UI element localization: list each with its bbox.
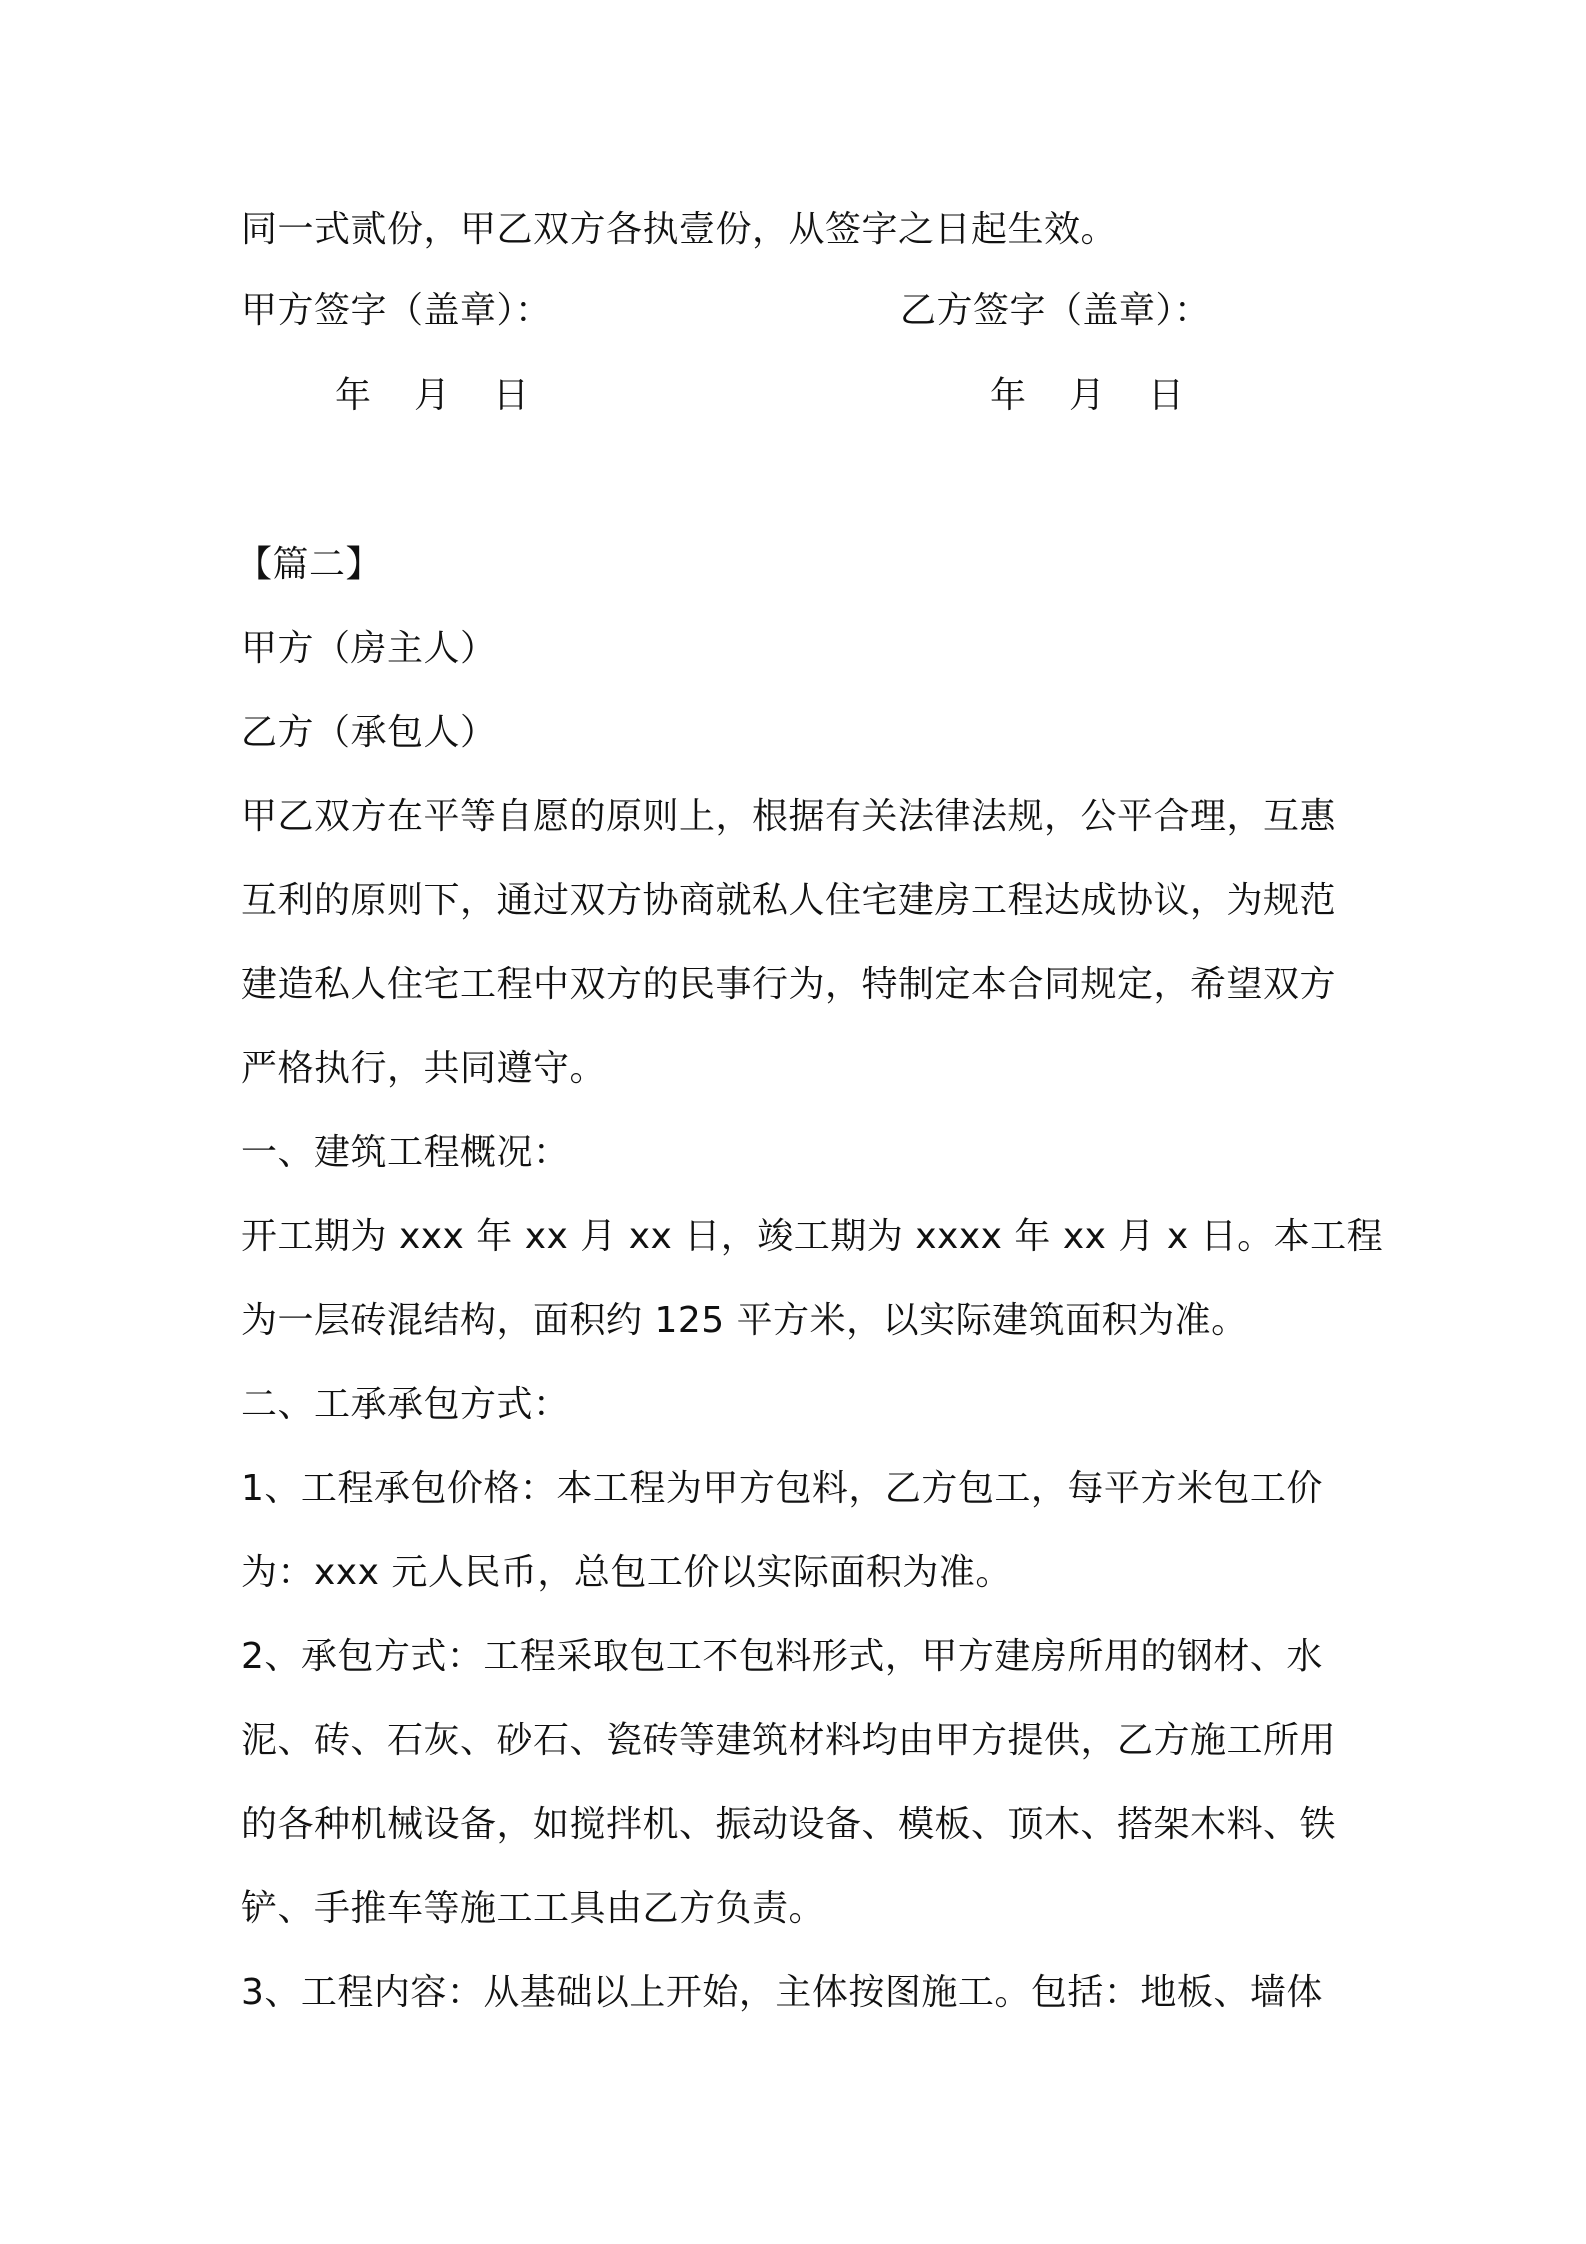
party-b-date-day: 日: [1148, 375, 1185, 416]
party-b-signature-label: 乙方签字（盖章）：: [900, 290, 1211, 331]
clause-line: 3、工程内容：从基础以上开始，主体按图施工。包括：地板、墙体: [241, 1972, 1323, 2013]
effective-clause: 同一式贰份，甲乙双方各执壹份，从签字之日起生效。: [241, 209, 1118, 250]
party-a-date-year: 年: [335, 375, 372, 416]
clause-line: 的各种机械设备，如搅拌机、振动设备、模板、顶木、搭架木料、铁: [241, 1804, 1337, 1845]
party-a-date-month: 月: [414, 375, 451, 416]
clause-line: 铲、手推车等施工工具由乙方负责。: [241, 1888, 826, 1929]
party-b-date-year: 年: [990, 375, 1027, 416]
section-title-contract-method: 二、工承承包方式：: [241, 1384, 570, 1425]
clause-line: 为：xxx 元人民币，总包工价以实际面积为准。: [241, 1552, 1012, 1593]
party-a-signature-label: 甲方签字（盖章）：: [241, 290, 552, 331]
body-paragraph-line: 为一层砖混结构，面积约 125 平方米，以实际建筑面积为准。: [241, 1300, 1248, 1341]
section-heading: 【篇二】: [236, 544, 383, 585]
section-title-overview: 一、建筑工程概况：: [241, 1132, 570, 1173]
body-paragraph-line: 互利的原则下，通过双方协商就私人住宅建房工程达成协议，为规范: [241, 880, 1337, 921]
party-b-title: 乙方（承包人）: [241, 712, 497, 753]
body-paragraph-line: 严格执行，共同遵守。: [241, 1048, 607, 1089]
party-b-date-month: 月: [1069, 375, 1106, 416]
party-a-title: 甲方（房主人）: [241, 628, 497, 669]
clause-line: 泥、砖、石灰、砂石、瓷砖等建筑材料均由甲方提供，乙方施工所用: [241, 1720, 1337, 1761]
clause-line: 1、工程承包价格：本工程为甲方包料，乙方包工，每平方米包工价: [241, 1468, 1323, 1509]
party-a-date: [335, 375, 530, 416]
body-paragraph-line: 甲乙双方在平等自愿的原则上，根据有关法律法规，公平合理，互惠: [241, 796, 1337, 837]
party-b-date: [990, 375, 1185, 416]
body-paragraph-line: 开工期为 xxx 年 xx 月 xx 日，竣工期为 xxxx 年 xx 月 x 日。本工程: [241, 1216, 1384, 1257]
body-paragraph-line: 建造私人住宅工程中双方的民事行为，特制定本合同规定，希望双方: [241, 964, 1337, 1005]
clause-line: 2、承包方式：工程采取包工不包料形式，甲方建房所用的钢材、水: [241, 1636, 1323, 1677]
party-a-date-day: 日: [493, 375, 530, 416]
